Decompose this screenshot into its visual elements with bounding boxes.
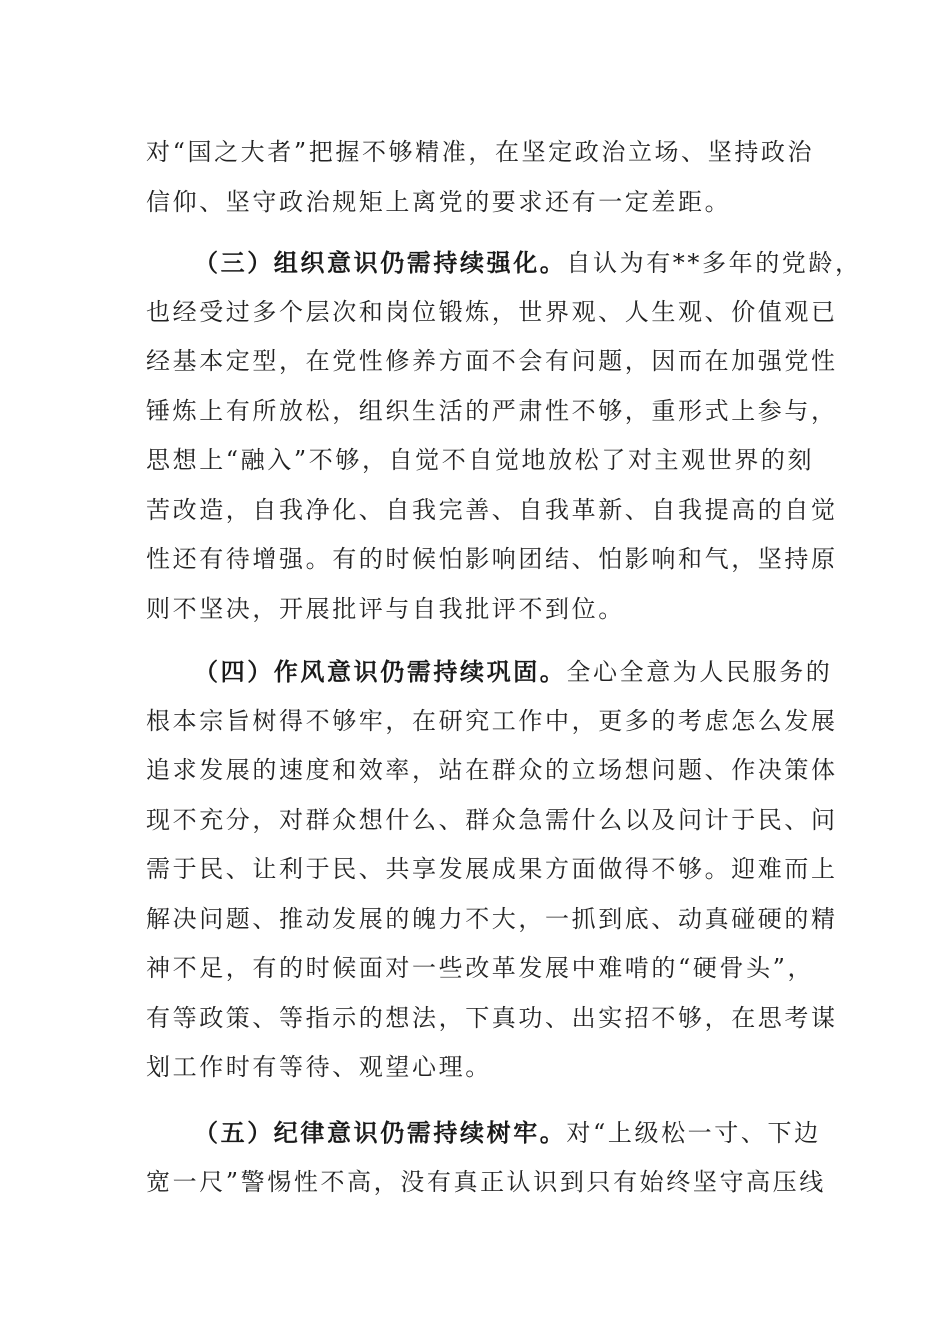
text-run: 全心全意为人民服务的: [566, 658, 833, 686]
text-line: 解决问题、推动发展的魄力不大，一抓到底、动真碰硬的精: [146, 904, 838, 933]
text-line: 经基本定型，在党性修养方面不会有问题，因而在加强党性: [146, 347, 838, 375]
paragraph-first-line: [146, 1108, 821, 1158]
text-line: 根本宗旨树得不够牢，在研究工作中，更多的考虑怎么发展: [146, 706, 838, 735]
section-heading: （四）作风意识仍需持续巩固。: [194, 657, 567, 686]
paragraph-first-line: [146, 238, 862, 288]
text-line: 神不足，有的时候面对一些改革发展中难啃的“硬骨头”，: [146, 954, 815, 982]
text-line: 锤炼上有所放松，组织生活的严肃性不够，重形式上参与，: [146, 396, 838, 425]
text-line: 则不坚决，开展批评与自我批评不到位。: [146, 594, 625, 623]
paragraph-organization-awareness: [146, 238, 862, 634]
text-run: 对“上级松一寸、下边: [566, 1119, 821, 1147]
text-line: 需于民、让利于民、共享发展成果方面做得不够。迎难而上: [146, 855, 838, 883]
text-line: 思想上“融入”不够，自觉不自觉地放松了对主观世界的刻: [146, 446, 815, 474]
paragraph-discipline-awareness: [146, 1108, 826, 1207]
text-line: 宽一尺”警惕性不高，没有真正认识到只有始终坚守高压线: [146, 1167, 826, 1196]
text-run: 自认为有**多年的党龄，: [566, 249, 862, 277]
text-line: 对“国之大者”把握不够精准，在坚定政治立场、坚持政治: [146, 138, 815, 166]
text-line: 有等政策、等指示的想法，下真功、出实招不够，在思考谋: [146, 1003, 838, 1032]
paragraph-work-style-awareness: [146, 647, 838, 1093]
text-line: 性还有待增强。有的时候怕影响团结、怕影响和气，坚持原: [146, 545, 838, 573]
paragraph-continuation: [146, 128, 815, 227]
text-line: 现不充分，对群众想什么、群众急需什么以及问计于民、问: [146, 805, 838, 834]
section-heading: （五）纪律意识仍需持续树牢。: [194, 1118, 567, 1147]
text-line: 追求发展的速度和效率，站在群众的立场想问题、作决策体: [146, 756, 838, 784]
section-heading: （三）组织意识仍需持续强化。: [194, 248, 567, 277]
text-line: 信仰、坚守政治规矩上离党的要求还有一定差距。: [146, 187, 732, 216]
text-line: 划工作时有等待、观望心理。: [146, 1053, 492, 1081]
text-line: 苦改造，自我净化、自我完善、自我革新、自我提高的自觉: [146, 495, 838, 524]
paragraph-first-line: [146, 647, 833, 697]
text-line: 也经受过多个层次和岗位锻炼，世界观、人生观、价值观已: [146, 297, 838, 326]
